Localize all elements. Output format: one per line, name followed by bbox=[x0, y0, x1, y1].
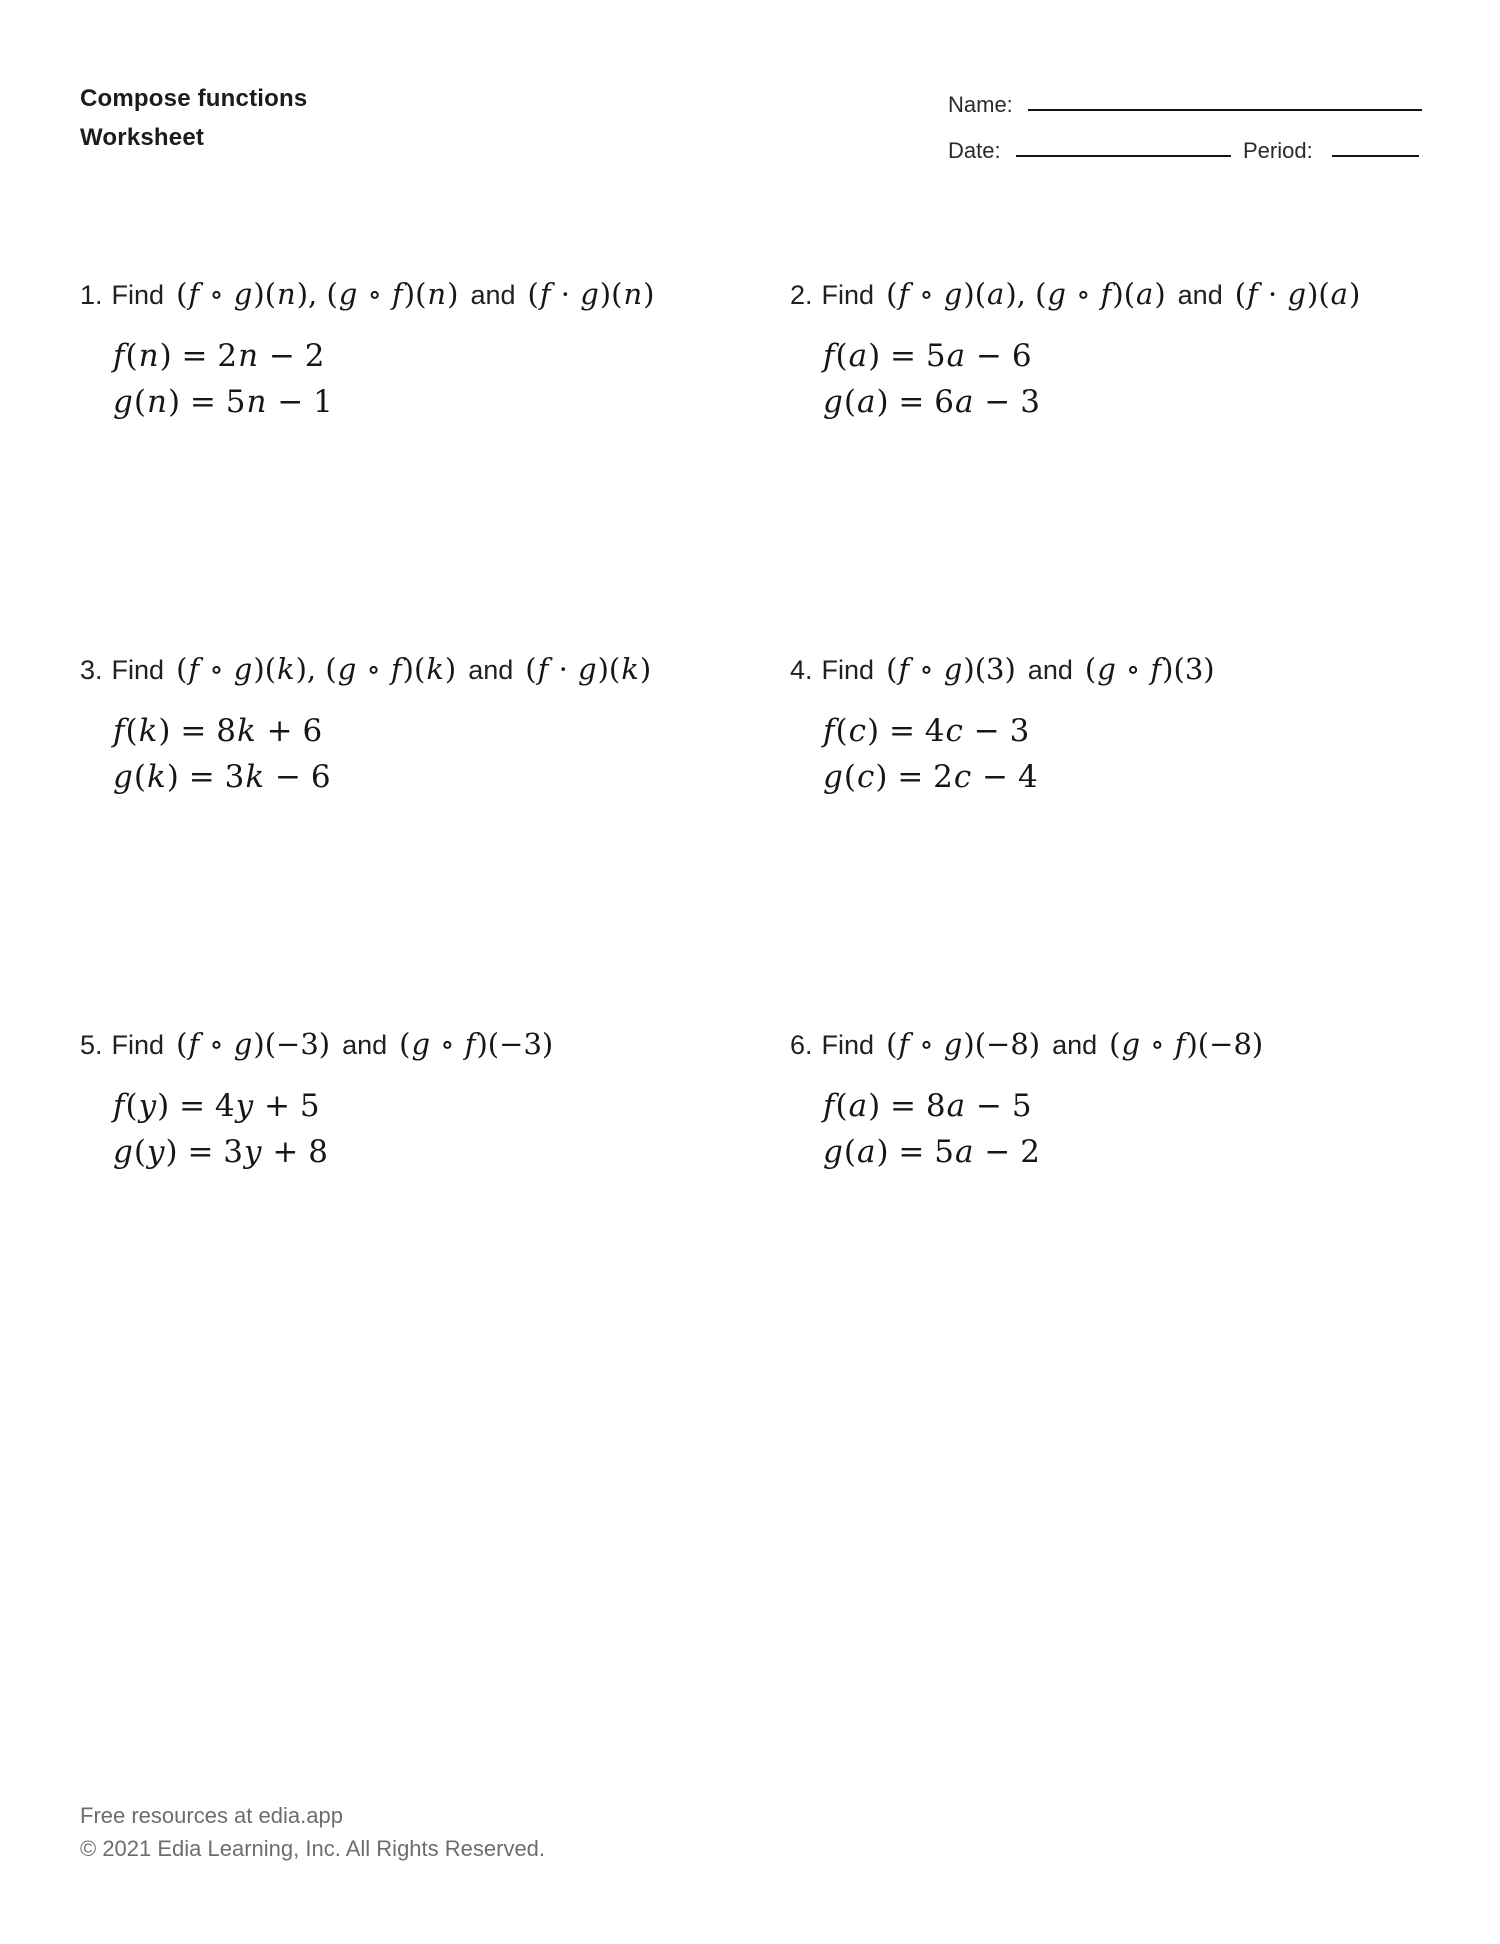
name-line bbox=[1028, 109, 1422, 111]
and-label: and bbox=[1177, 280, 1223, 310]
math-expression-2: (f · g)(a) bbox=[1234, 277, 1361, 311]
equation-g: g(a) = 6a − 3 bbox=[823, 384, 1040, 420]
period-line bbox=[1332, 155, 1419, 157]
equation-f: f(a) = 5a − 6 bbox=[823, 338, 1032, 374]
find-label: Find bbox=[111, 1030, 165, 1060]
problem-statement bbox=[80, 1021, 553, 1069]
problem-number: 6. bbox=[790, 1030, 813, 1060]
problem-4 bbox=[790, 646, 1215, 800]
equations bbox=[112, 1083, 553, 1175]
equation-g: g(y) = 3y + 8 bbox=[113, 1134, 328, 1170]
math-expression-2: (g ∘ f)(−8) bbox=[1109, 1027, 1264, 1061]
title-block bbox=[80, 79, 307, 157]
and-label: and bbox=[470, 280, 516, 310]
problem-number: 3. bbox=[80, 655, 103, 685]
equation-g: g(k) = 3k − 6 bbox=[113, 759, 331, 795]
problem-statement bbox=[790, 646, 1215, 694]
equation-f: f(a) = 8a − 5 bbox=[823, 1088, 1032, 1124]
period-label: Period: bbox=[1243, 138, 1313, 163]
equations bbox=[822, 1083, 1263, 1175]
footer bbox=[80, 1799, 545, 1865]
problem-statement bbox=[790, 271, 1360, 319]
equation-g: g(n) = 5n − 1 bbox=[113, 384, 333, 420]
math-expression-1: (f ∘ g)(a), (g ∘ f)(a) bbox=[886, 277, 1166, 311]
problem-number: 2. bbox=[790, 280, 813, 310]
math-expression-2: (g ∘ f)(−3) bbox=[399, 1027, 554, 1061]
math-expression-2: (g ∘ f)(3) bbox=[1084, 652, 1215, 686]
name-label: Name: bbox=[948, 92, 1013, 117]
footer-line-2: © 2021 Edia Learning, Inc. All Rights Reserved. bbox=[80, 1836, 546, 1861]
problem-statement bbox=[80, 646, 651, 694]
page-subtitle: Worksheet bbox=[80, 124, 205, 151]
problem-statement bbox=[790, 1021, 1263, 1069]
and-label: and bbox=[342, 1030, 388, 1060]
problem-number: 1. bbox=[80, 280, 103, 310]
page-title: Compose functions bbox=[80, 85, 308, 112]
date-label: Date: bbox=[948, 138, 1001, 163]
problem-5 bbox=[80, 1021, 553, 1175]
equations bbox=[822, 333, 1360, 425]
equation-f: f(y) = 4y + 5 bbox=[113, 1088, 320, 1124]
math-expression-1: (f ∘ g)(k), (g ∘ f)(k) bbox=[176, 652, 457, 686]
problem-6 bbox=[790, 1021, 1263, 1175]
math-expression-1: (f ∘ g)(3) bbox=[886, 652, 1016, 686]
equations bbox=[822, 708, 1215, 800]
problem-number: 5. bbox=[80, 1030, 103, 1060]
find-label: Find bbox=[821, 1030, 875, 1060]
math-expression-2: (f · g)(k) bbox=[525, 652, 652, 686]
find-label: Find bbox=[821, 655, 875, 685]
date-line bbox=[1016, 155, 1231, 157]
find-label: Find bbox=[111, 280, 165, 310]
equation-f: f(n) = 2n − 2 bbox=[113, 338, 325, 374]
problem-1 bbox=[80, 271, 654, 425]
math-expression-1: (f ∘ g)(−8) bbox=[886, 1027, 1041, 1061]
equation-g: g(a) = 5a − 2 bbox=[823, 1134, 1040, 1170]
problem-number: 4. bbox=[790, 655, 813, 685]
and-label: and bbox=[468, 655, 514, 685]
problem-statement bbox=[80, 271, 654, 319]
problem-3 bbox=[80, 646, 651, 800]
footer-line-1: Free resources at edia.app bbox=[80, 1803, 343, 1828]
equations bbox=[112, 708, 651, 800]
equation-f: f(k) = 8k + 6 bbox=[113, 713, 323, 749]
and-label: and bbox=[1027, 655, 1073, 685]
math-expression-2: (f · g)(n) bbox=[527, 277, 655, 311]
math-expression-1: (f ∘ g)(−3) bbox=[176, 1027, 331, 1061]
find-label: Find bbox=[111, 655, 165, 685]
equation-g: g(c) = 2c − 4 bbox=[823, 759, 1038, 795]
equations bbox=[112, 333, 654, 425]
problem-2 bbox=[790, 271, 1360, 425]
and-label: and bbox=[1052, 1030, 1098, 1060]
find-label: Find bbox=[821, 280, 875, 310]
math-expression-1: (f ∘ g)(n), (g ∘ f)(n) bbox=[176, 277, 459, 311]
equation-f: f(c) = 4c − 3 bbox=[823, 713, 1030, 749]
